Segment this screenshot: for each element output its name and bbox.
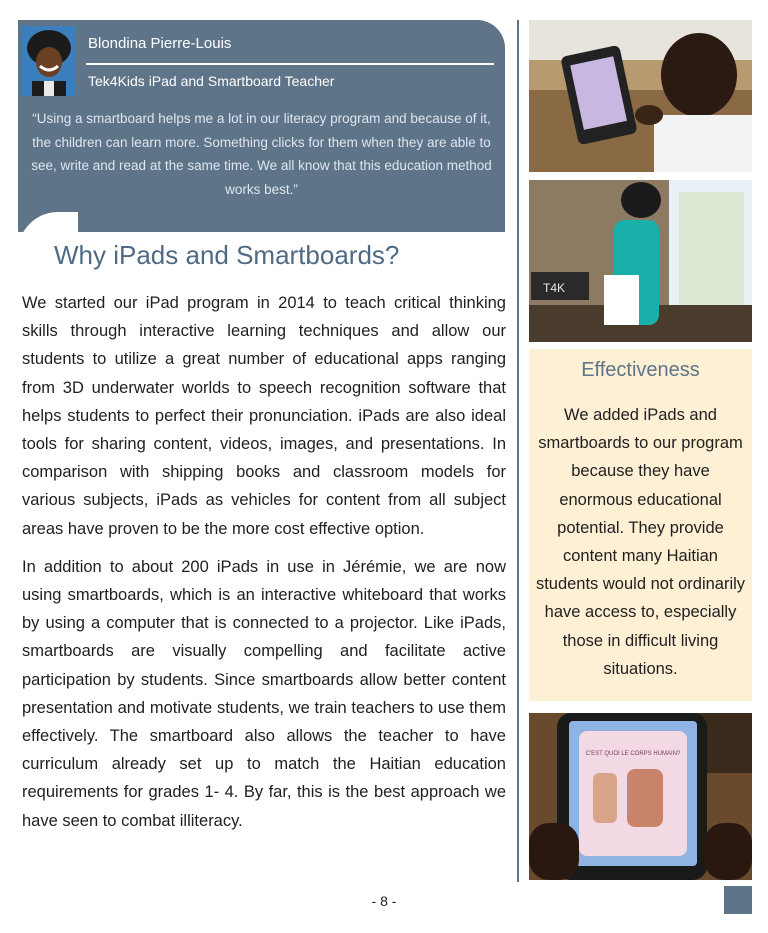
photo-student-ipad — [529, 20, 752, 172]
corner-decoration — [724, 886, 752, 914]
column-divider — [517, 20, 519, 882]
projector-label: T4K — [543, 281, 566, 295]
sidebar-text: We added iPads and smartboards to our program because they have enormous educational potential. They provide content many Haitian students would not ordinarily have access to, especially those in difficult living situations. — [535, 406, 746, 678]
teacher-quote: “Using a smartboard helps me a lot in our literacy program and because of it, the children can learn more. Something clicks for them when they are able to see, write and read at the same time. We all know that this education method works best.” — [31, 111, 492, 197]
teacher-role: Tek4Kids iPad and Smartboard Teacher — [88, 73, 335, 89]
teacher-quote-card — [18, 20, 505, 232]
sidebar-title: Effectiveness — [581, 359, 700, 381]
page-number: - 8 - — [371, 893, 397, 909]
effectiveness-sidebar — [529, 349, 752, 701]
article-body — [22, 289, 506, 845]
photo-ipad-app — [529, 713, 752, 880]
teacher-avatar — [22, 26, 76, 96]
article-heading: Why iPads and Smartboards? — [54, 240, 400, 270]
teacher-name: Blondina Pierre-Louis — [88, 35, 232, 52]
app-heading: C'EST QUOI LE CORPS HUMAIN? — [585, 751, 681, 757]
article-paragraph-2: In addition to about 200 iPads in use in Jérémie, we are now using smartboards, which is an interactive whiteboard that works by using a computer that is connected to a projector. Like iPads, smartboards are visually compelling and facilitate active participation by students. Since smartboards allow better content presentation and motivate students, we train teachers to use them effectively. The smartboard also allows the teacher to have curriculum already set up to match the Haitian education requirements for grades 1- 4. By far, this is the best approach we have seen to combat illiteracy. — [22, 557, 506, 830]
article-paragraph-1: We started our iPad program in 2014 to teach critical thinking skills through interactive learning techniques and allow our students to utilize a great number of educational apps ranging from 3D underwater worlds to speech recognition software that helps students to perfect their pronunciation. iPads are also ideal tools for sharing content, videos, images, and presentations. In comparison with shipping books and classroom models for various subjects, iPads as vehicles for content from all subject areas have proven to be the more cost effective option. — [22, 294, 506, 538]
name-divider — [86, 63, 494, 65]
photo-smartboard-lesson — [529, 180, 752, 342]
